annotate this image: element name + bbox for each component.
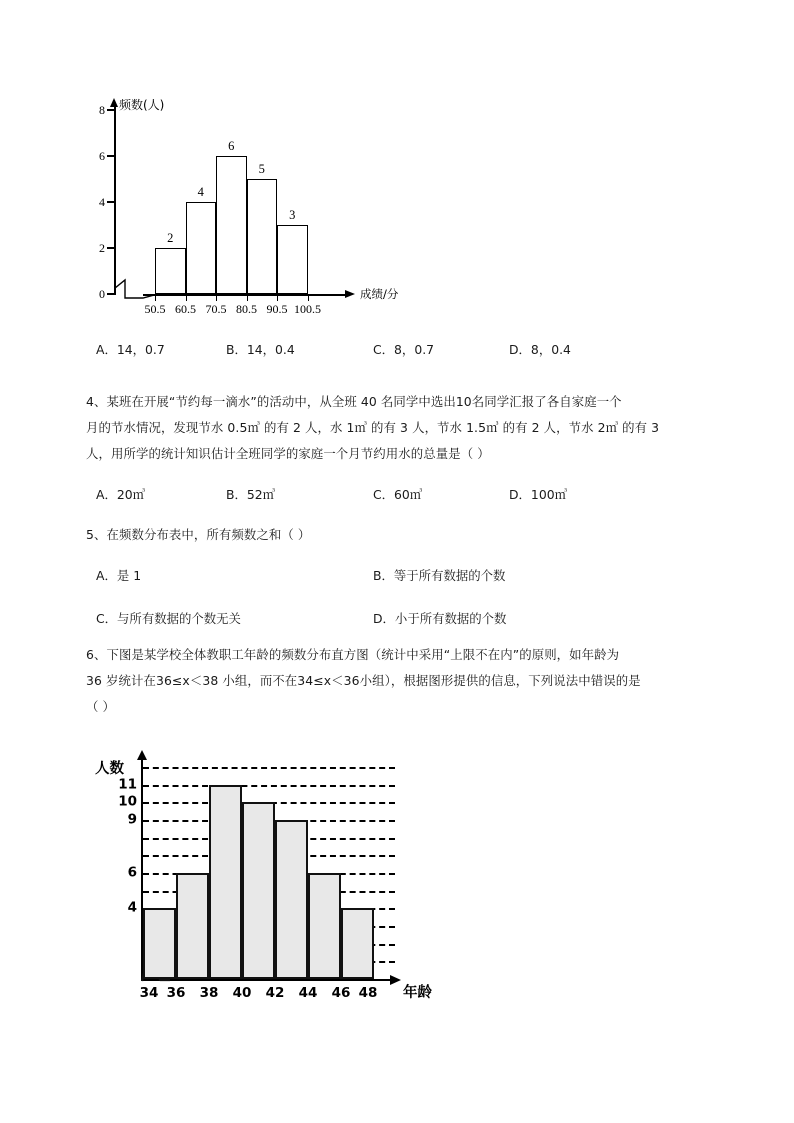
chart2-x-axis <box>143 979 393 981</box>
chart1-x-tick <box>155 294 156 301</box>
chart1-x-tick-label: 100.5 <box>294 302 321 316</box>
chart1-y-tick <box>107 293 115 295</box>
chart1-bar-value-label: 3 <box>289 208 296 222</box>
chart1-x-tick <box>277 294 278 301</box>
chart1-x-tick <box>247 294 248 301</box>
q4-option-c[interactable]: C．60㎥ <box>373 487 423 502</box>
chart1-x-tick-label: 70.5 <box>205 302 227 316</box>
chart1-bar <box>277 225 308 294</box>
chart2-bar <box>143 908 176 979</box>
q3-option-b[interactable]: B．14，0.4 <box>226 342 295 357</box>
q4-option-d[interactable]: D．100㎥ <box>509 487 567 502</box>
chart2-x-tick-label: 42 <box>265 985 285 1001</box>
chart2-bar <box>341 908 374 979</box>
q3-option-c[interactable]: C．8，0.7 <box>373 342 435 357</box>
chart1-x-tick-label: 50.5 <box>144 302 166 316</box>
chart2-x-axis-arrow-icon <box>390 975 401 985</box>
q3-option-d[interactable]: D．8，0.4 <box>509 342 571 357</box>
chart1-bar <box>186 202 217 294</box>
q3-option-a[interactable]: A．14，0.7 <box>96 342 165 357</box>
chart2-y-axis-label: 人数 <box>95 761 124 777</box>
chart2-x-tick-label: 44 <box>298 985 318 1001</box>
q5-line-1: 5、在频数分布表中，所有频数之和（ ） <box>86 527 311 542</box>
chart1-y-tick <box>107 109 115 111</box>
chart2-gridline <box>143 767 395 769</box>
chart2-y-tick-label: 11 <box>118 775 137 792</box>
chart2-y-tick-label: 9 <box>127 811 137 828</box>
chart2-x-tick-label: 36 <box>166 985 186 1001</box>
chart1-x-tick <box>216 294 217 301</box>
chart1-y-axis-label: 频数(人) <box>119 98 165 112</box>
chart2-bar <box>275 820 308 979</box>
chart2-x-tick-label: 38 <box>199 985 219 1001</box>
q5-option-d[interactable]: D．小于所有数据的个数 <box>373 611 507 626</box>
chart1-bar <box>247 179 278 294</box>
q4-option-b[interactable]: B．52㎥ <box>226 487 276 502</box>
chart2-bar <box>209 785 242 979</box>
chart1-axis-break-icon <box>114 278 160 302</box>
chart1-y-tick-label: 2 <box>99 241 105 255</box>
chart1-y-axis-arrow-icon <box>110 98 118 107</box>
chart1-y-tick-label: 8 <box>99 103 105 117</box>
chart1-y-tick <box>107 201 115 203</box>
chart1-bar-value-label: 5 <box>258 162 265 176</box>
chart1-x-axis <box>143 294 348 296</box>
chart2-bar <box>176 873 209 979</box>
chart2-y-axis-arrow-icon <box>137 750 147 760</box>
chart1-y-tick-label: 0 <box>99 287 105 301</box>
q5-option-b[interactable]: B．等于所有数据的个数 <box>373 568 506 583</box>
chart1-x-tick-label: 90.5 <box>266 302 288 316</box>
chart2-x-tick-label: 48 <box>358 985 378 1001</box>
chart1-x-axis-label: 成绩/分 <box>360 287 399 301</box>
q5-option-c[interactable]: C．与所有数据的个数无关 <box>96 611 241 626</box>
chart1-bar <box>216 156 247 294</box>
chart2-gridline <box>143 785 395 787</box>
chart-score-frequency <box>95 96 415 316</box>
q4-option-a[interactable]: A．20㎥ <box>96 487 146 502</box>
chart2-y-tick-label: 6 <box>127 864 137 881</box>
chart2-bar <box>242 802 275 979</box>
chart-staff-age <box>95 745 455 1010</box>
chart2-x-tick-label: 46 <box>331 985 351 1001</box>
chart2-x-axis-label: 年龄 <box>403 985 432 1001</box>
chart1-bar-value-label: 2 <box>167 231 174 245</box>
chart2-x-tick-label: 40 <box>232 985 252 1001</box>
chart1-x-tick-label: 80.5 <box>236 302 257 316</box>
chart1-y-axis <box>114 105 116 295</box>
chart1-bar-value-label: 6 <box>228 139 235 153</box>
chart1-x-tick <box>186 294 187 301</box>
chart2-y-tick-label: 4 <box>127 899 137 916</box>
q6-line-3: （ ） <box>86 699 116 714</box>
chart1-x-tick <box>308 294 309 301</box>
q4-line-3: 人，用所学的统计知识估计全班同学的家庭一个月节约用水的总量是（ ） <box>86 446 490 461</box>
chart1-bar-value-label: 4 <box>197 185 204 199</box>
chart1-y-tick <box>107 247 115 249</box>
chart1-x-axis-arrow-icon <box>345 290 355 298</box>
chart1-y-tick-label: 4 <box>99 195 105 209</box>
chart1-y-tick-label: 6 <box>99 149 105 163</box>
chart1-y-tick <box>107 155 115 157</box>
q6-line-1: 6、下图是某学校全体教职工年龄的频数分布直方图（统计中采用“上限不在内”的原则，如年龄为 <box>86 647 620 662</box>
q6-line-2: 36 岁统计在36≤x＜38 小组，而不在34≤x＜36小组），根据图形提供的信息，下列说法中错误的是 <box>86 673 641 688</box>
q5-option-a[interactable]: A．是 1 <box>96 568 142 583</box>
chart1-bar <box>155 248 186 294</box>
chart1-x-tick-label: 60.5 <box>175 302 196 316</box>
chart2-x-tick-label: 34 <box>139 985 159 1001</box>
chart2-bar <box>308 873 341 979</box>
q4-line-2: 月的节水情况，发现节水 0.5㎥ 的有 2 人，水 1㎥ 的有 3 人，节水 1.5㎥ 的有 2 人，节水 2㎥ 的有 3 <box>86 420 660 435</box>
q4-line-1: 4、某班在开展“节约每一滴水”的活动中，从全班 40 名同学中选出10名同学汇报了各自家庭一个 <box>86 394 622 409</box>
chart2-y-tick-label: 10 <box>118 793 137 810</box>
